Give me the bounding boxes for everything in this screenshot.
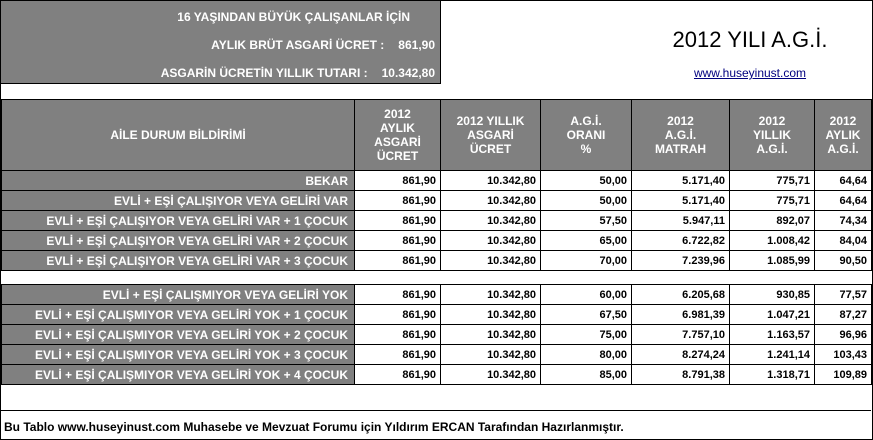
cell-yillik-agi: 1.008,42 [730,231,815,251]
cell-matrah: 8.791,38 [632,365,730,385]
cell-oran: 60,00 [541,285,632,305]
cell-aylik: 861,90 [355,345,441,365]
row-label: EVLİ + EŞİ ÇALIŞMIYOR VEYA GELİRİ YOK + 1 ÇOCUK [2,305,355,325]
cell-oran: 67,50 [541,305,632,325]
group-spacer [2,271,872,285]
cell-matrah: 6.722,82 [632,231,730,251]
row-label: EVLİ + EŞİ ÇALIŞMIYOR VEYA GELİRİ YOK + 4 ÇOCUK [2,365,355,385]
cell-aylik-agi: 103,43 [815,345,872,365]
table-row [2,345,872,365]
row-label: EVLİ + EŞİ ÇALIŞIYOR VEYA GELİRİ VAR + 3 ÇOCUK [2,251,355,271]
col-agi-rate: A.G.İ. ORANI % [541,100,632,171]
cell-yillik-agi: 775,71 [730,191,815,211]
cell-matrah: 8.274,24 [632,345,730,365]
col-monthly-min-wage: 2012 AYLIK ASGARİ ÜCRET [355,100,441,171]
cell-aylik: 861,90 [355,171,441,191]
table-row [2,171,872,191]
yearly-wage-value: 10.342,80 [381,66,435,80]
cell-yillik-agi: 1.163,57 [730,325,815,345]
footer-note: Bu Tablo www.huseyinust.com Muhasebe ve Mevzuat Forumu için Yıldırım ERCAN Tarafından Hazırlanmıştır. [4,420,624,434]
cell-yillik: 10.342,80 [441,345,541,365]
col-yearly-agi: 2012 YILLIK A.G.İ. [730,100,815,171]
cell-aylik: 861,90 [355,231,441,251]
cell-aylik-agi: 87,27 [815,305,872,325]
cell-aylik-agi: 64,64 [815,171,872,191]
table-header-row [2,100,872,171]
table-row [2,305,872,325]
table-row [2,285,872,305]
cell-oran: 65,00 [541,231,632,251]
cell-aylik-agi: 64,64 [815,191,872,211]
yearly-wage-label: ASGARİN ÜCRETİN YILLIK TUTARI : [160,66,368,80]
cell-yillik: 10.342,80 [441,211,541,231]
row-label: BEKAR [2,171,355,191]
row-label: EVLİ + EŞİ ÇALIŞMIYOR VEYA GELİRİ YOK [2,285,355,305]
row-label: EVLİ + EŞİ ÇALIŞIYOR VEYA GELİRİ VAR + 1 ÇOCUK [2,211,355,231]
cell-yillik: 10.342,80 [441,365,541,385]
cell-yillik: 10.342,80 [441,285,541,305]
cell-aylik: 861,90 [355,365,441,385]
header-line2 [211,38,435,52]
cell-oran: 50,00 [541,171,632,191]
cell-aylik-agi: 77,57 [815,285,872,305]
cell-oran: 57,50 [541,211,632,231]
row-label: EVLİ + EŞİ ÇALIŞIYOR VEYA GELİRİ VAR + 2 ÇOCUK [2,231,355,251]
agi-table [1,99,872,385]
cell-yillik-agi: 1.318,71 [730,365,815,385]
header-panel [1,1,441,84]
cell-aylik: 861,90 [355,251,441,271]
cell-oran: 80,00 [541,345,632,365]
col-monthly-agi: 2012 AYLIK A.G.İ. [815,100,872,171]
cell-aylik: 861,90 [355,325,441,345]
cell-yillik: 10.342,80 [441,191,541,211]
cell-matrah: 7.239,96 [632,251,730,271]
col-agi-base: 2012 A.G.İ. MATRAH [632,100,730,171]
col-family-status: AİLE DURUM BİLDİRİMİ [2,100,355,171]
cell-matrah: 6.981,39 [632,305,730,325]
cell-yillik-agi: 1.085,99 [730,251,815,271]
row-label: EVLİ + EŞİ ÇALIŞMIYOR VEYA GELİRİ YOK + 3 ÇOCUK [2,345,355,365]
cell-aylik-agi: 109,89 [815,365,872,385]
cell-matrah: 5.171,40 [632,171,730,191]
table-row [2,211,872,231]
page-title: 2012 YILI A.G.İ. [672,27,828,52]
row-label: EVLİ + EŞİ ÇALIŞIYOR VEYA GELİRİ VAR [2,191,355,211]
cell-aylik: 861,90 [355,285,441,305]
cell-matrah: 7.757,10 [632,325,730,345]
cell-matrah: 5.947,11 [632,211,730,231]
cell-aylik: 861,90 [355,211,441,231]
cell-aylik-agi: 96,96 [815,325,872,345]
cell-oran: 70,00 [541,251,632,271]
table-row [2,325,872,345]
table-row [2,365,872,385]
table-row [2,231,872,251]
cell-yillik-agi: 1.047,21 [730,305,815,325]
monthly-wage-label: AYLIK BRÜT ASGARİ ÜCRET : [211,38,385,52]
cell-yillik-agi: 775,71 [730,171,815,191]
table-row [2,191,872,211]
col-yearly-min-wage: 2012 YILLIK ASGARİ ÜCRET [441,100,541,171]
cell-oran: 75,00 [541,325,632,345]
cell-oran: 85,00 [541,365,632,385]
header-line1: 16 YAŞINDAN BÜYÜK ÇALIŞANLAR İÇİN [177,10,410,24]
footer-divider [0,410,871,411]
cell-aylik-agi: 90,50 [815,251,872,271]
cell-matrah: 5.171,40 [632,191,730,211]
cell-aylik: 861,90 [355,191,441,211]
cell-yillik: 10.342,80 [441,305,541,325]
cell-yillik: 10.342,80 [441,251,541,271]
cell-yillik: 10.342,80 [441,171,541,191]
site-link[interactable]: www.huseyinust.com [693,66,807,80]
cell-aylik-agi: 74,34 [815,211,872,231]
cell-yillik-agi: 930,85 [730,285,815,305]
cell-yillik-agi: 1.241,14 [730,345,815,365]
cell-oran: 50,00 [541,191,632,211]
cell-matrah: 6.205,68 [632,285,730,305]
table-row [2,251,872,271]
cell-yillik-agi: 892,07 [730,211,815,231]
cell-aylik: 861,90 [355,305,441,325]
cell-yillik: 10.342,80 [441,325,541,345]
row-label: EVLİ + EŞİ ÇALIŞMIYOR VEYA GELİRİ YOK + 2 ÇOCUK [2,325,355,345]
cell-yillik: 10.342,80 [441,231,541,251]
cell-aylik-agi: 84,04 [815,231,872,251]
monthly-wage-value: 861,90 [398,38,435,52]
header-line3 [161,66,435,80]
